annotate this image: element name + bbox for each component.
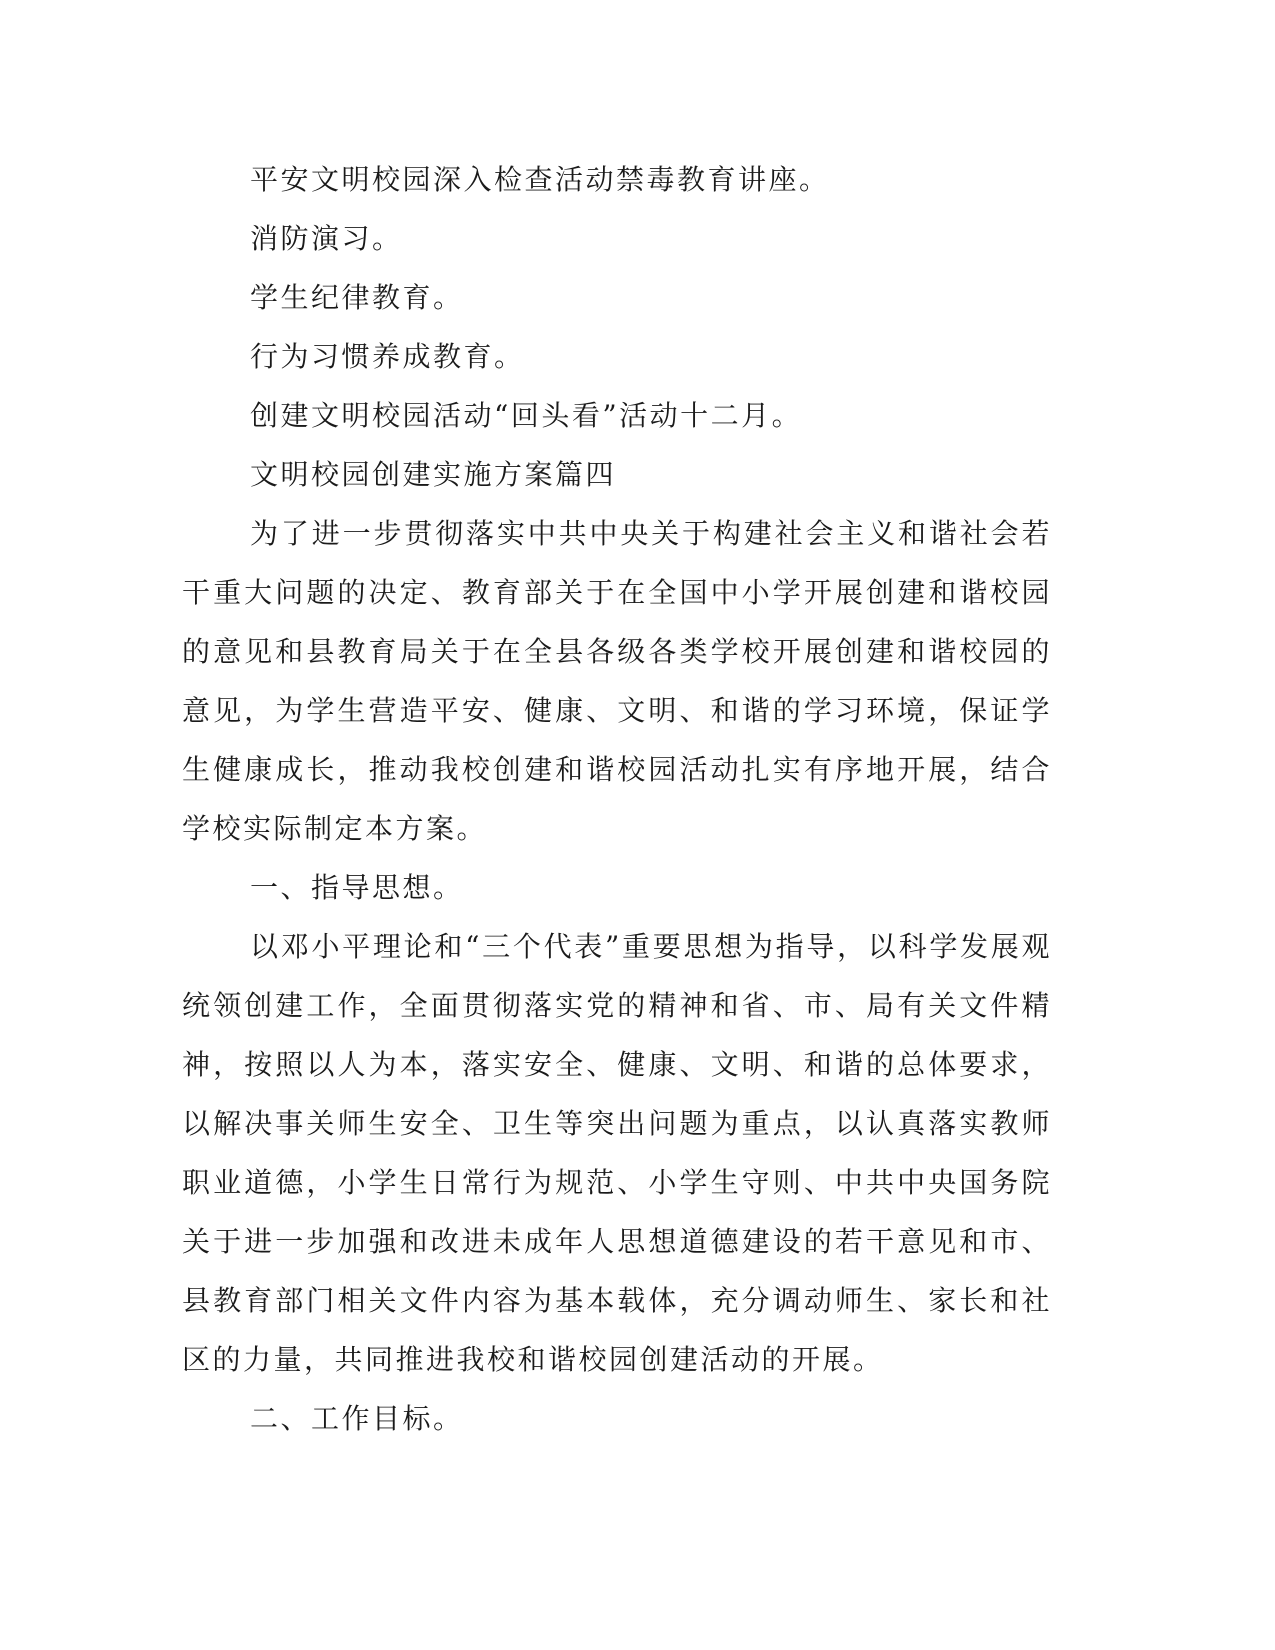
list-item: 消防演习。: [250, 222, 403, 255]
guiding-paragraph: 以邓小平理论和“三个代表”重要思想为指导，以科学发展观统领创建工作，全面贯彻落实党的精神和省、市、局有关文件精神，按照以人为本，落实安全、健康、文明、和谐的总体要求，以解决事关师生安全、卫生等突出问题为重点，以认真落实教师职业道德，小学生日常行为规范、小学生守则、中共中央国务院关于进一步加强和改进未成年人思想道德建设的若干意见和市、县教育部门相关文件内容为基本载体，充分调动师生、家长和社区的力量，共同推进我校和谐校园创建活动的开展。: [182, 930, 1052, 1376]
heading-work-goals: 二、工作目标。: [250, 1402, 464, 1435]
intro-paragraph: 为了进一步贯彻落实中共中央关于构建社会主义和谐社会若干重大问题的决定、教育部关于在全国中小学开展创建和谐校园的意见和县教育局关于在全县各级各类学校开展创建和谐校园的意见，为学生营造平安、健康、文明、和谐的学习环境，保证学生健康成长，推动我校创建和谐校园活动扎实有序地开展，结合学校实际制定本方案。: [182, 517, 1052, 845]
document-body: [182, 150, 1052, 1448]
list-item: 行为习惯养成教育。: [250, 340, 525, 373]
list-item: 平安文明校园深入检查活动禁毒教育讲座。: [250, 163, 830, 196]
list-item: 创建文明校园活动“回头看”活动十二月。: [250, 399, 803, 432]
heading-guiding-thought: 一、指导思想。: [250, 871, 464, 904]
list-item: 学生纪律教育。: [250, 281, 464, 314]
section-title: 文明校园创建实施方案篇四: [250, 458, 617, 491]
